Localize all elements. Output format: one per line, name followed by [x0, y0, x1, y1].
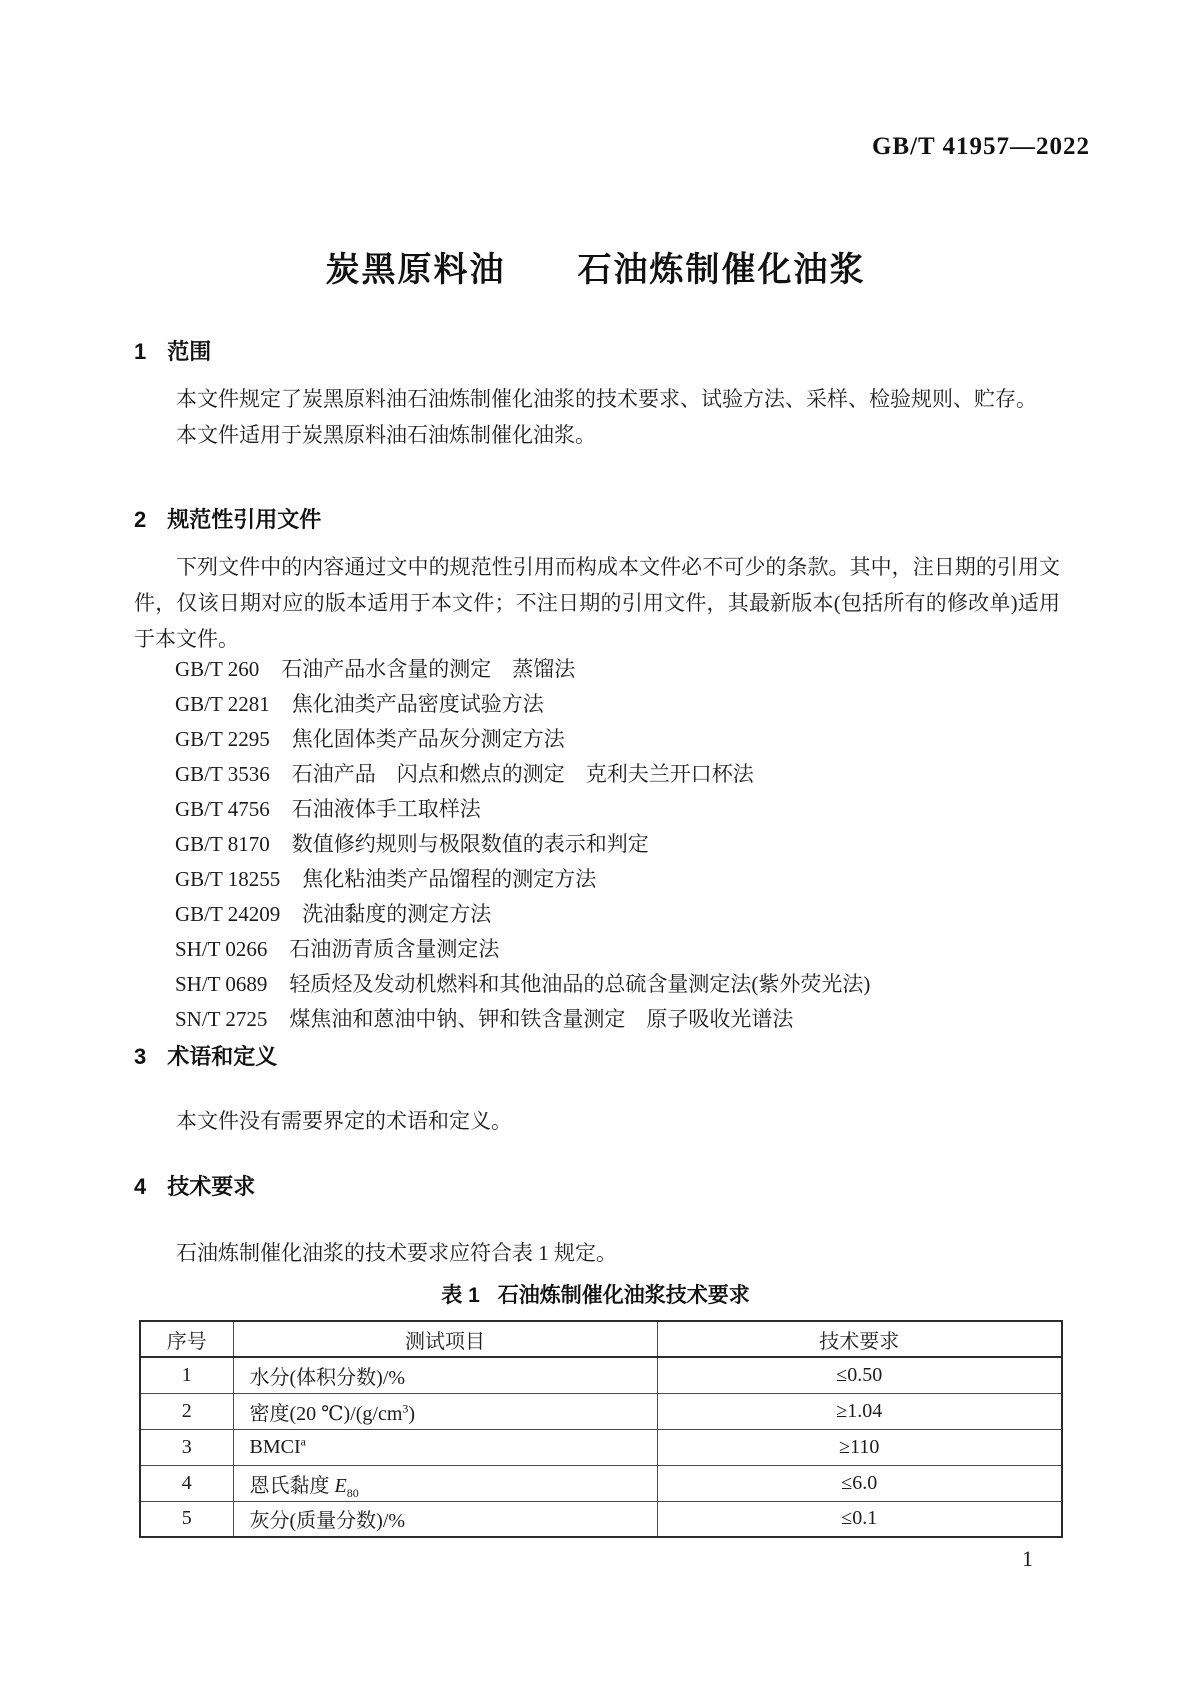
row-requirement: ≥1.04: [657, 1393, 1062, 1429]
row-item: BMCI$^a$: [233, 1429, 657, 1465]
section-1-title: 范围: [167, 339, 212, 364]
reference-title: 洗油黏度的测定方法: [302, 902, 492, 926]
normative-references-list: [175, 652, 1065, 1037]
row-item: 灰分(质量分数)/%: [233, 1501, 657, 1537]
table-1-caption-label: 表 1: [441, 1284, 480, 1307]
section-4-number: 4: [134, 1174, 147, 1199]
reference-item: [175, 897, 1065, 932]
reference-title: 焦化粘油类产品馏程的测定方法: [302, 867, 597, 891]
requirements-paragraph: 石油炼制催化油浆的技术要求应符合表 1 规定。: [176, 1241, 617, 1265]
reference-title: 石油液体手工取样法: [291, 797, 481, 821]
reference-code: GB/T 4756: [175, 797, 270, 821]
reference-code: GB/T 24209: [175, 902, 281, 926]
reference-title: 轻质烃及发动机燃料和其他油品的总硫含量测定法(紫外荧光法): [289, 972, 871, 996]
table-row: [140, 1429, 1062, 1465]
reference-item: [175, 862, 1065, 897]
table-row: [140, 1357, 1062, 1393]
reference-code: SH/T 0689: [175, 972, 268, 996]
scope-paragraph-2: 本文件适用于炭黑原料油石油炼制催化油浆。: [176, 423, 596, 447]
reference-code: SN/T 2725: [175, 1007, 268, 1031]
reference-item: [175, 687, 1065, 722]
requirements-table: [139, 1320, 1063, 1538]
section-2-title: 规范性引用文件: [167, 507, 322, 532]
reference-item: [175, 722, 1065, 757]
section-4-title: 技术要求: [167, 1174, 256, 1199]
row-requirement: ≥110: [657, 1429, 1062, 1465]
row-item: 恩氏黏度 $E_{80}$: [233, 1465, 657, 1501]
row-no: 4: [140, 1465, 233, 1501]
reference-title: 石油沥青质含量测定法: [289, 937, 500, 961]
page-number: 1: [1022, 1546, 1033, 1571]
row-item: 水分(体积分数)/%: [233, 1357, 657, 1393]
row-no: 1: [140, 1357, 233, 1393]
terms-paragraph: 本文件没有需要界定的术语和定义。: [176, 1109, 512, 1133]
scope-paragraph-1: 本文件规定了炭黑原料油石油炼制催化油浆的技术要求、试验方法、采样、检验规则、贮存。: [176, 387, 1037, 411]
reference-code: GB/T 2295: [175, 727, 270, 751]
section-3-heading: [134, 1040, 277, 1071]
table-row: [140, 1393, 1062, 1429]
reference-item: [175, 932, 1065, 967]
section-1-heading: [134, 335, 211, 366]
row-requirement: ≤6.0: [657, 1465, 1062, 1501]
section-2-number: 2: [134, 507, 147, 532]
reference-code: GB/T 8170: [175, 832, 270, 856]
reference-item: [175, 967, 1065, 1002]
row-no: 5: [140, 1501, 233, 1537]
row-item: 密度(20 $℃)/(g/cm^3)$: [233, 1393, 657, 1429]
header-cell-item: 测试项目: [233, 1321, 657, 1357]
reference-item: [175, 792, 1065, 827]
header-cell-no: 序号: [140, 1321, 233, 1357]
reference-title: 数值修约规则与极限数值的表示和判定: [291, 832, 649, 856]
reference-item: [175, 1002, 1065, 1037]
reference-code: SH/T 0266: [175, 937, 268, 961]
section-2-heading: [134, 503, 321, 534]
reference-item: [175, 827, 1065, 862]
table-1-caption: [0, 1279, 1191, 1309]
row-no: 2: [140, 1393, 233, 1429]
reference-title: 煤焦油和蒽油中钠、钾和铁含量测定 原子吸收光谱法: [289, 1007, 794, 1031]
header-cell-requirement: 技术要求: [657, 1321, 1062, 1357]
reference-code: GB/T 3536: [175, 762, 270, 786]
section-1-number: 1: [134, 339, 147, 364]
table-1-caption-title: 石油炼制催化油浆技术要求: [497, 1284, 750, 1307]
table-row: [140, 1501, 1062, 1537]
table-header-row: [140, 1321, 1062, 1357]
reference-item: [175, 757, 1065, 792]
document-title: 炭黑原料油 石油炼制催化油浆: [325, 251, 866, 289]
reference-title: 石油产品 闪点和燃点的测定 克利夫兰开口杯法: [291, 762, 754, 786]
reference-title: 焦化固体类产品灰分测定方法: [291, 727, 565, 751]
reference-code: GB/T 260: [175, 657, 260, 681]
section-3-number: 3: [134, 1044, 147, 1069]
reference-item: [175, 652, 1065, 687]
row-requirement: ≤0.50: [657, 1357, 1062, 1393]
table-row: [140, 1465, 1062, 1501]
row-no: 3: [140, 1429, 233, 1465]
reference-title: 焦化油类产品密度试验方法: [291, 692, 544, 716]
reference-code: GB/T 2281: [175, 692, 270, 716]
standard-code: GB/T 41957—2022: [871, 133, 1090, 160]
row-requirement: ≤0.1: [657, 1501, 1062, 1537]
reference-code: GB/T 18255: [175, 867, 281, 891]
section-3-title: 术语和定义: [167, 1044, 278, 1069]
section-4-heading: [134, 1170, 255, 1201]
normative-references-intro: 下列文件中的内容通过文中的规范性引用而构成本文件必不可少的条款。其中，注日期的引用文件，仅该日期对应的版本适用于本文件；不注日期的引用文件，其最新版本(包括所有的修改单)适用于本文件。: [134, 555, 1060, 651]
reference-title: 石油产品水含量的测定 蒸馏法: [281, 657, 576, 681]
